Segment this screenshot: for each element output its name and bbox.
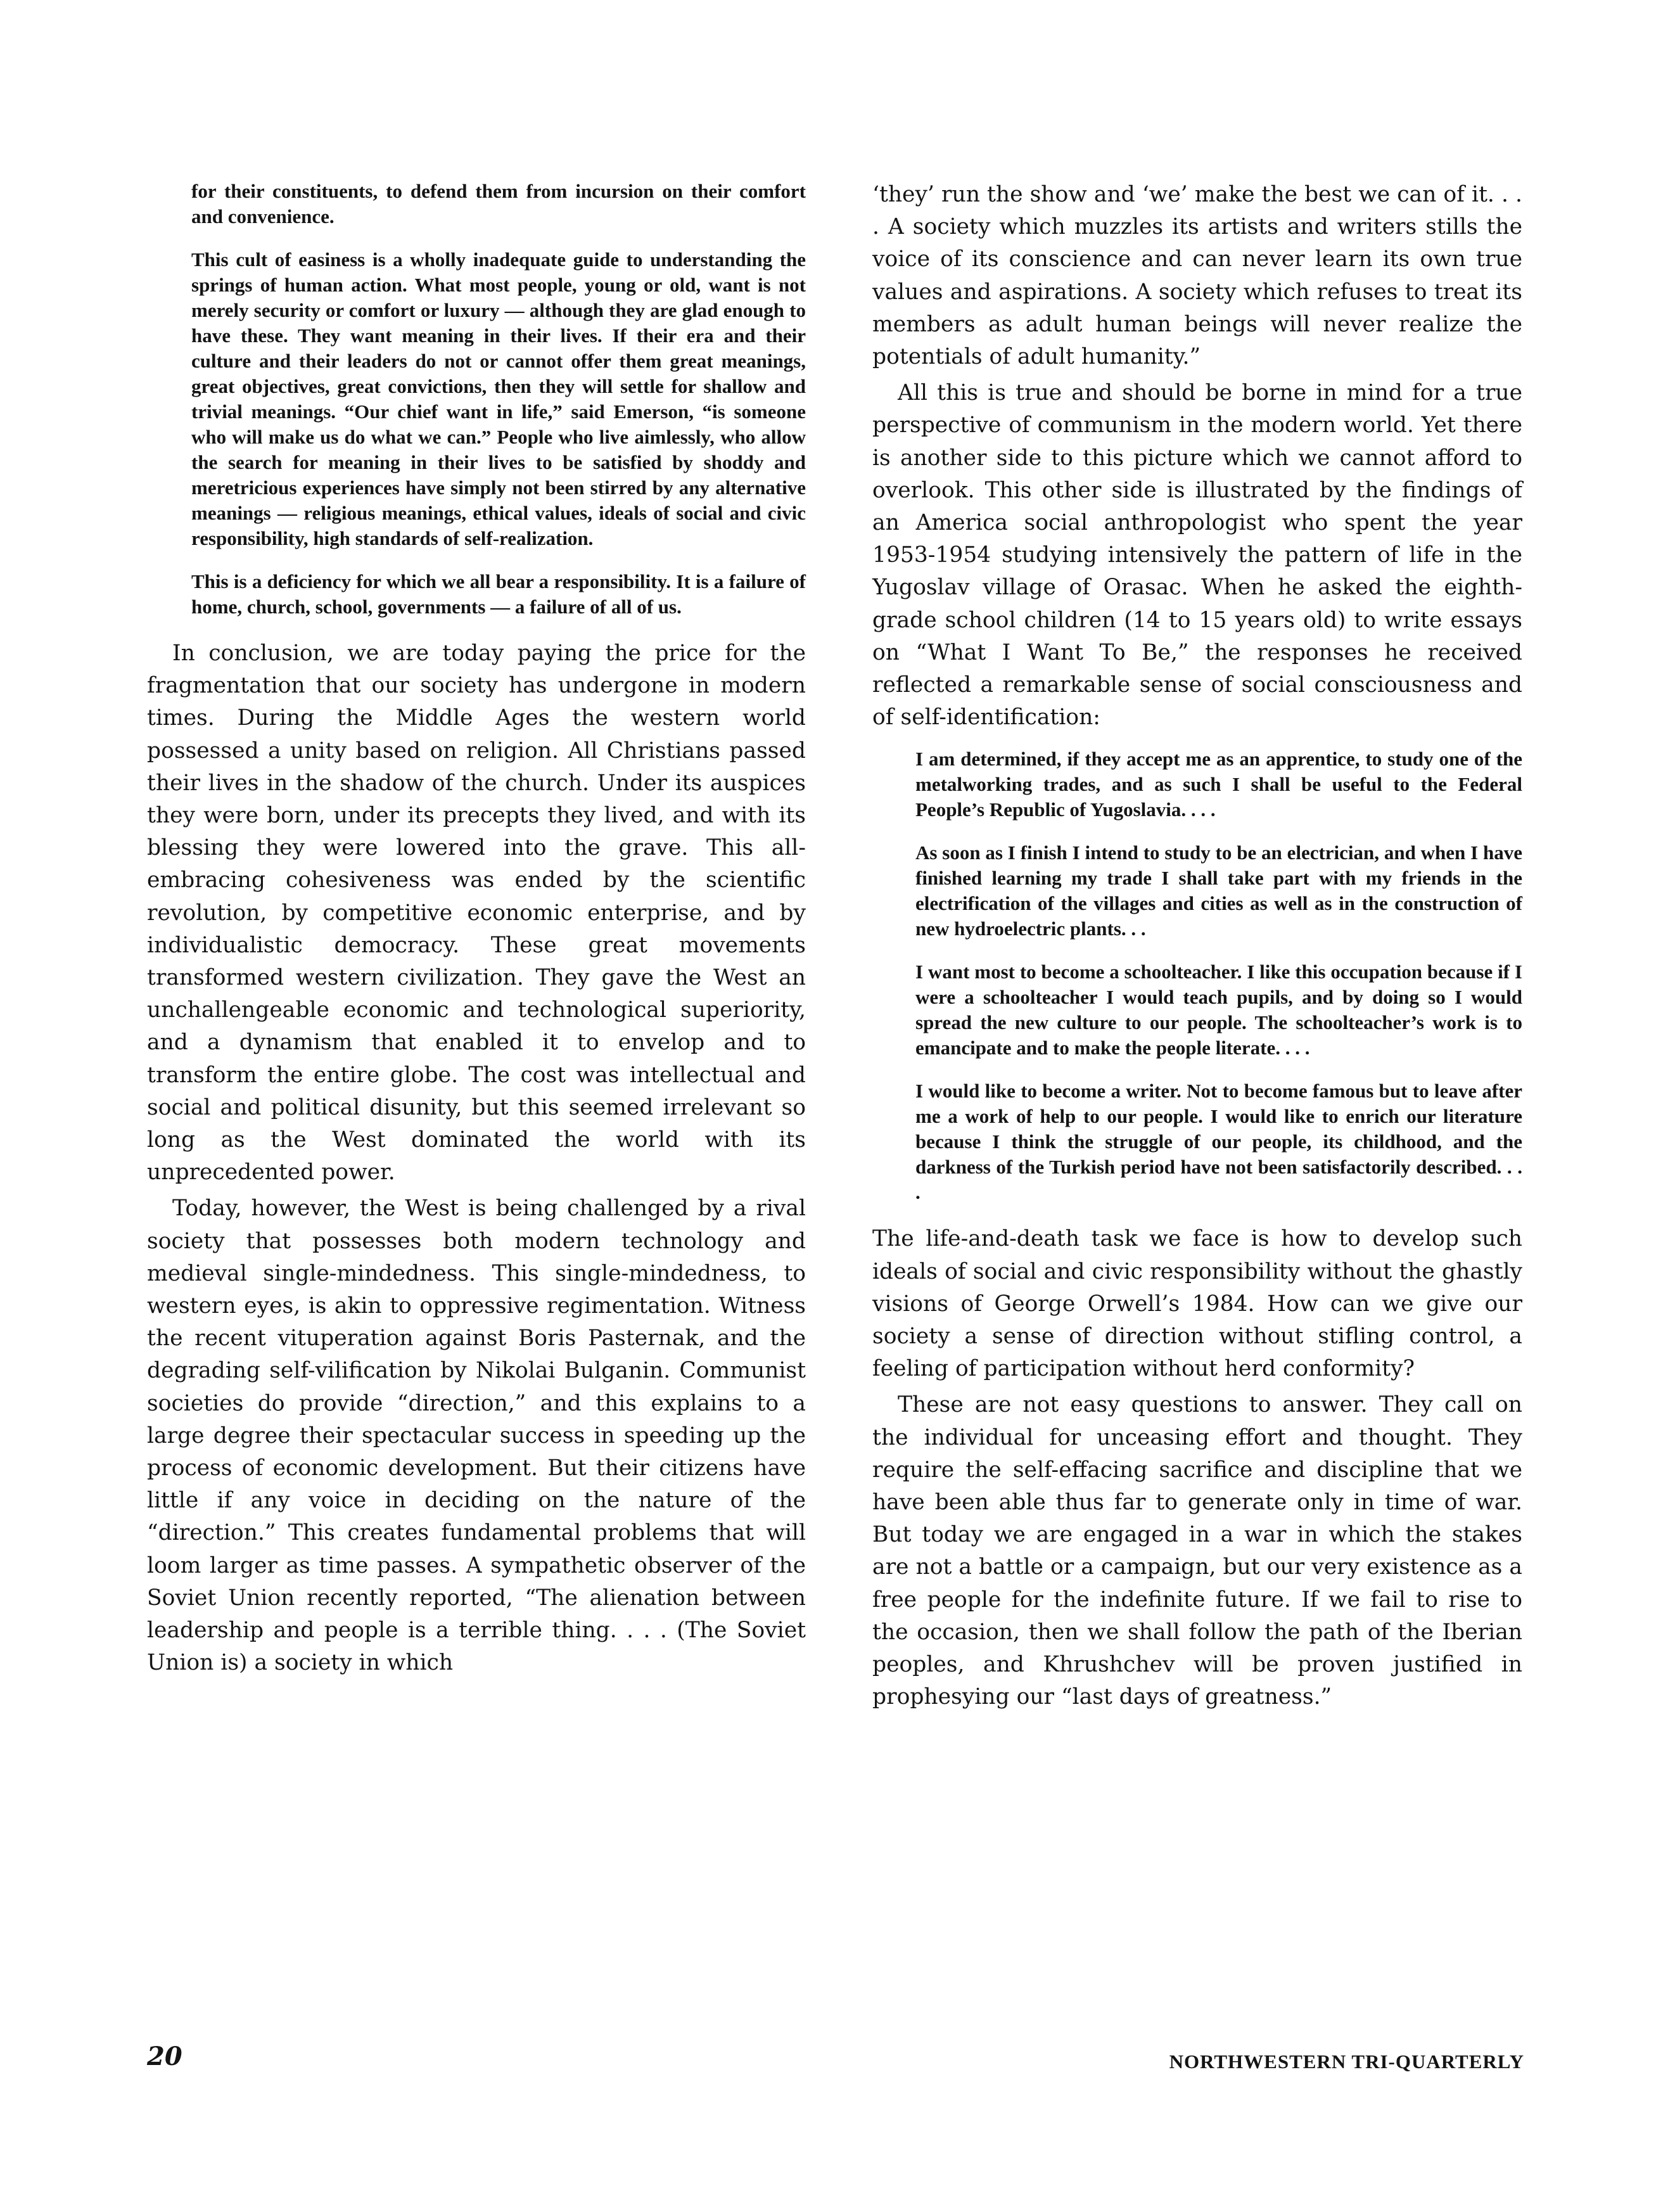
left-column bbox=[147, 179, 806, 1684]
quote-block: I want most to become a schoolteacher. I like this occupation because if I were a schoolteacher I would teach pupils, and by doing so I would spread the new culture to our people. The schoolteacher’s work is to emancipate and to make the people literate. . . . bbox=[915, 961, 1522, 1059]
quote-block: This is a deficiency for which we all bear a responsibility. It is a failure of home, church, school, governments — a failure of all of us. bbox=[191, 570, 806, 618]
quote-block: for their constituents, to defend them from incursion on their comfort and convenience. bbox=[191, 180, 806, 227]
quote-block: This cult of easiness is a wholly inadequate guide to understanding the springs of human action. What most people, young or old, want is not merely security or comfort or luxury — although they are glad enough to have these. They want meaning in their lives. If their era and their culture and their leaders do not or cannot offer them great meanings, great objectives, great convictions, then they will settle for shallow and trivial meanings. “Our chief want in life,” said Emerson, “is someone who will make us do what we can.” People who live aimlessly, who allow the search for meaning in their lives to be satisfied by shoddy and meretricious experiences have simply not been stirred by any alternative meanings — religious meanings, ethical values, ideals of social and civic responsibility, high standards of self-realization. bbox=[191, 248, 806, 549]
body-paragraph: Today, however, the West is being challenged by a rival society that possesses both modern technology and medieval single-mindedness. This single-mindedness, to western eyes, is akin to oppressive regimentation. Witness the recent vituperation against Boris Pasternak, and the degrading self-vilification by Nikolai Bulganin. Communist societies do provide “direction,” and this explains to a large degree their spectacular success in speeding up the process of economic development. But their citizens have little if any voice in deciding on the nature of the “direction.” This creates fundamental problems that will loom larger as time passes. A sympathetic observer of the Soviet Union recently reported, “The alienation between leadership and people is a terrible thing. . . . (The Soviet Union is) a society in which bbox=[147, 1196, 806, 1676]
journal-title: NORTHWESTERN TRI-QUARTERLY bbox=[1169, 2050, 1524, 2073]
body-paragraph: ‘they’ run the show and ‘we’ make the best we can of it. . . . A society which muzzles its artists and writers stills the voice of its conscience and can never learn its own true values and aspirations. A society which refuses to treat its members as adult human beings will never realize the potentials of adult humanity.” bbox=[872, 182, 1522, 370]
body-paragraph: The life-and-death task we face is how to develop such ideals of social and civic responsibility without the ghastly visions of George Orwell’s 1984. How can we give our society a sense of direction without stifling control, a feeling of participation without herd conformity? bbox=[872, 1226, 1522, 1382]
page-number: 20 bbox=[147, 2042, 182, 2071]
quote-block: I am determined, if they accept me as an apprentice, to study one of the metalworking trades, and as such I shall be useful to the Federal People’s Republic of Yugoslavia. . . . bbox=[915, 748, 1522, 821]
right-column bbox=[872, 179, 1522, 1718]
body-paragraph: In conclusion, we are today paying the price for the fragmentation that our society has undergone in modern times. During the Middle Ages the western world possessed a unity based on religion. All Christians passed their lives in the shadow of the church. Under its auspices they were born, under its precepts they lived, and with its blessing they were lowered into the grave. This all-embracing cohesiveness was ended by the scientific revolution, by competitive economic enterprise, and by individualistic democracy. These great movements transformed western civilization. They gave the West an unchallengeable economic and technological superiority, and a dynamism that enabled it to envelop and to transform the entire globe. The cost was intellectual and social and political disunity, but this seemed irrelevant so long as the West dominated the world with its unprecedented power. bbox=[147, 641, 806, 1186]
body-paragraph: These are not easy questions to answer. They call on the individual for unceasing effort and thought. They require the self-effacing sacrifice and discipline that we have been able thus far to generate only in time of war. But today we are engaged in a war in which the stakes are not a battle or a campaign, but our very existence as a free people for the indefinite future. If we fail to rise to the occasion, then we shall follow the path of the Iberian peoples, and Khrushchev will be proven justified in prophesying our “last days of greatness.” bbox=[872, 1392, 1522, 1710]
body-paragraph: All this is true and should be borne in mind for a true perspective of communism in the modern world. Yet there is another side to this picture which we cannot afford to overlook. This other side is illustrated by the findings of an America social anthropologist who spent the year 1953-1954 studying intensively the pattern of life in the Yugoslav village of Orasac. When he asked the eighth-grade school children (14 to 15 years old) to write essays on “What I Want To Be,” the responses he received reflected a remarkable sense of social consciousness and of self-identification: bbox=[872, 380, 1522, 731]
quote-block: As soon as I finish I intend to study to be an electrician, and when I have finished learning my trade I shall take part with my friends in the electrification of the villages and cities as well as in the construction of new hydroelectric plants. . . bbox=[915, 841, 1522, 940]
quote-block: I would like to become a writer. Not to become famous but to leave after me a work of help to our people. I would like to enrich our literature because I think the struggle of our people, its childhood, and the darkness of the Turkish period have not been satisfactorily described. . . . bbox=[915, 1080, 1522, 1204]
